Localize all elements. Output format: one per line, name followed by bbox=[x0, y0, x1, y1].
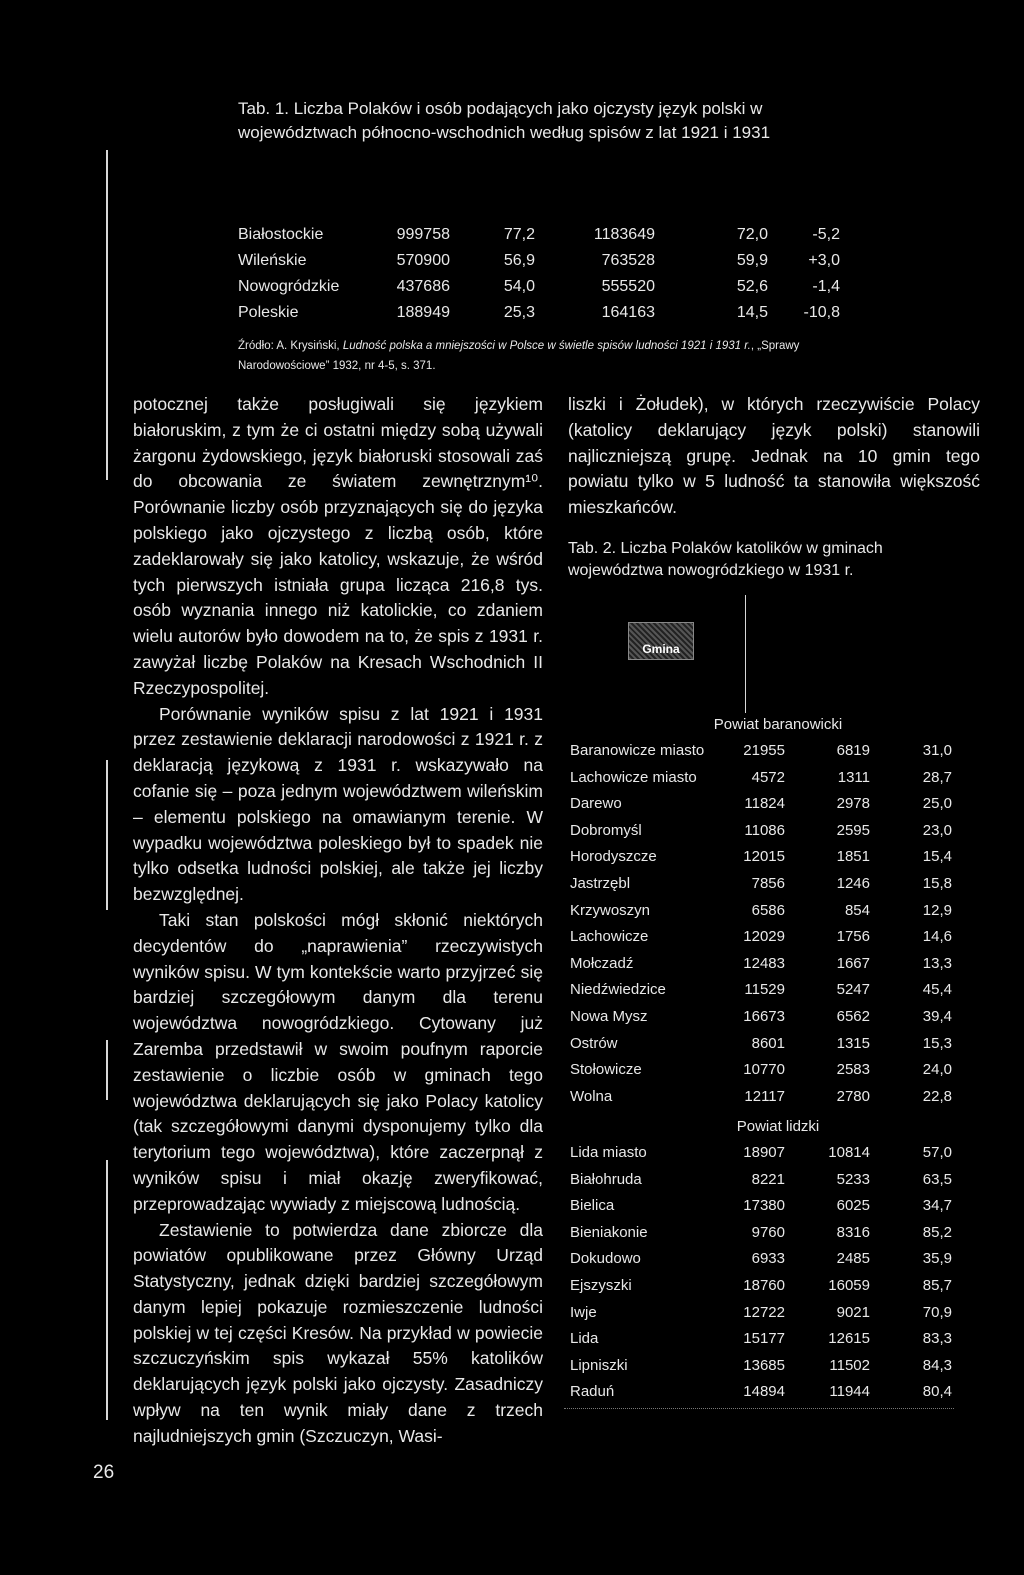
table2-value: 12015 bbox=[743, 848, 785, 866]
table1-row bbox=[238, 252, 848, 278]
table2-value: 11824 bbox=[744, 795, 785, 813]
vertical-rule bbox=[106, 150, 108, 480]
table2-value: 2978 bbox=[836, 795, 870, 813]
left-text-column bbox=[133, 392, 543, 1450]
table2-value: 6562 bbox=[836, 1008, 870, 1025]
table2-row bbox=[570, 1383, 960, 1409]
table1-caption: Tab. 1. Liczba Polaków i osób podających jako ojczysty język polski w województwach północno-wschodnich według spisów z lat 1921 i 1931 bbox=[238, 99, 771, 142]
table2-value: 16059 bbox=[828, 1277, 870, 1294]
table2-row bbox=[570, 928, 960, 954]
table2-value: 9021 bbox=[836, 1303, 870, 1321]
table2-row bbox=[570, 742, 960, 768]
gmina-name: Białohruda bbox=[570, 1170, 642, 1188]
table2-row bbox=[570, 955, 960, 981]
table2-value: 11529 bbox=[744, 981, 785, 999]
table2-value: 15,3 bbox=[922, 1034, 952, 1052]
table2-value: 15177 bbox=[743, 1330, 785, 1348]
table2-value: 12,9 bbox=[922, 901, 952, 919]
gmina-name: Nowa Mysz bbox=[570, 1008, 648, 1025]
table2-row bbox=[570, 1357, 960, 1383]
table2-value: 6819 bbox=[836, 742, 870, 759]
table2-row bbox=[570, 795, 960, 821]
table2-row bbox=[570, 1250, 960, 1276]
table2-row bbox=[570, 769, 960, 795]
dotted-rule bbox=[564, 1408, 954, 1409]
gmina-name: Jastrzębl bbox=[570, 875, 631, 892]
table2-value: 80,4 bbox=[922, 1383, 952, 1401]
table2-value: 63,5 bbox=[922, 1170, 952, 1188]
gmina-name: Raduń bbox=[570, 1383, 615, 1401]
gmina-name: Dobromyśl bbox=[570, 821, 642, 839]
gmina-name: Lachowicze bbox=[570, 928, 649, 946]
table2-value: 2485 bbox=[836, 1250, 870, 1268]
table2-value: 70,9 bbox=[922, 1303, 952, 1321]
powiat-baranowicki-heading: Powiat baranowicki bbox=[713, 716, 843, 733]
table1-cell-v1: 437686 bbox=[396, 278, 450, 295]
table1-cell-d: -5,2 bbox=[812, 226, 840, 243]
table2-value: 8221 bbox=[751, 1170, 785, 1188]
table2-value: 12615 bbox=[828, 1330, 870, 1348]
table2-value: 57,0 bbox=[922, 1144, 952, 1161]
table2-value: 2595 bbox=[836, 821, 870, 839]
gmina-name: Mołczadź bbox=[570, 954, 634, 972]
table1-row bbox=[238, 226, 848, 252]
table2-value: 14,6 bbox=[922, 928, 952, 946]
gmina-name: Bieniakonie bbox=[570, 1223, 648, 1241]
table2-value: 1851 bbox=[836, 848, 870, 866]
table1-cell-d: -1,4 bbox=[812, 278, 840, 295]
table1-row bbox=[238, 278, 848, 304]
table1-cell-p2: 72,0 bbox=[736, 226, 768, 243]
table2-value: 85,7 bbox=[922, 1277, 952, 1294]
paragraph: Porównanie wyników spisu z lat 1921 i 1931 przez zestawienie deklaracji narodowości z 1921 r. z deklaracją językową z 1931 r. wskazywało na cofanie się – poza jednym województwem wileńskim – elementu polskiego na omawianym terenie. W wypadku województwa poleskiego był to spadek nie tylko odsetka ludności polskiej, ale także jej liczby bezwzględnej. bbox=[133, 703, 543, 905]
vertical-rule bbox=[745, 595, 746, 713]
table2-value: 6586 bbox=[751, 901, 785, 919]
table2-value: 23,0 bbox=[922, 821, 952, 839]
paragraph: liszki i Żołudek), w których rzeczywiście Polacy (katolicy deklarujący język polski) stanowili najliczniejszą grupę. Jednak na 10 gmin tego powiatu tylko w 5 ludność ta stanowiła większość mieszkańców. bbox=[568, 394, 980, 518]
table2-value: 15,4 bbox=[922, 848, 952, 866]
table2-row bbox=[570, 1144, 960, 1170]
table2-value: 11502 bbox=[829, 1356, 870, 1374]
table2-value: 15,8 bbox=[922, 875, 952, 892]
table2-value: 854 bbox=[844, 901, 870, 919]
gmina-name: Stołowicze bbox=[570, 1061, 642, 1079]
table2-value: 8601 bbox=[751, 1034, 785, 1052]
table2-value: 1315 bbox=[836, 1034, 870, 1052]
gmina-name: Lachowicze miasto bbox=[570, 768, 697, 786]
table2-row bbox=[570, 1304, 960, 1330]
table1-cell-v2: 555520 bbox=[601, 278, 655, 295]
gmina-name: Lida miasto bbox=[570, 1144, 647, 1161]
table1-cell-v1: 570900 bbox=[396, 252, 450, 269]
source-prefix: Źródło: A. Krysiński, bbox=[238, 340, 343, 352]
table2-value: 12483 bbox=[743, 954, 785, 972]
table1-source bbox=[238, 336, 878, 376]
vertical-rule bbox=[106, 760, 108, 910]
table2-caption: Tab. 2. Liczba Polaków katolików w gminach województwa nowogródzkiego w 1931 r. bbox=[568, 540, 883, 579]
table2-value: 1756 bbox=[836, 928, 870, 946]
gmina-name: Bielica bbox=[570, 1197, 615, 1215]
table1-cell-v1: 188949 bbox=[396, 304, 450, 321]
table2-row bbox=[570, 1277, 960, 1303]
table2-value: 34,7 bbox=[922, 1197, 952, 1215]
table1-cell-d: -10,8 bbox=[803, 304, 840, 321]
vertical-rule bbox=[106, 1040, 108, 1100]
gmina-name: Wolna bbox=[570, 1087, 613, 1105]
table2-value: 11086 bbox=[744, 821, 785, 839]
table2-value: 22,8 bbox=[922, 1087, 952, 1105]
table1-row bbox=[238, 304, 848, 330]
table1-cell-name: Poleskie bbox=[238, 304, 299, 321]
gmina-header: Gmina bbox=[628, 622, 694, 660]
table2-value: 17380 bbox=[743, 1197, 785, 1215]
vertical-rule bbox=[106, 1160, 108, 1420]
table2-value: 8316 bbox=[836, 1223, 870, 1241]
table2-value: 85,2 bbox=[922, 1223, 952, 1241]
table2-row bbox=[570, 1061, 960, 1087]
table1-cell-p2: 52,6 bbox=[736, 278, 768, 295]
table2-value: 35,9 bbox=[922, 1250, 952, 1268]
table1-cell-p1: 54,0 bbox=[503, 278, 535, 295]
table2-value: 2780 bbox=[836, 1087, 870, 1105]
table2-value: 5247 bbox=[836, 981, 870, 999]
right-text-column bbox=[568, 392, 980, 521]
table2-value: 18760 bbox=[743, 1277, 785, 1294]
table1-cell-p2: 14,5 bbox=[736, 304, 768, 321]
table2-value: 2583 bbox=[836, 1061, 870, 1079]
table2-value: 12029 bbox=[743, 928, 785, 946]
table1-cell-p1: 56,9 bbox=[503, 252, 535, 269]
table2-value: 10814 bbox=[828, 1144, 870, 1161]
table2-row bbox=[570, 875, 960, 901]
table1-cell-p1: 25,3 bbox=[503, 304, 535, 321]
table1-cell-v2: 1183649 bbox=[593, 226, 655, 243]
table2-value: 24,0 bbox=[922, 1061, 952, 1079]
table2-row bbox=[570, 1224, 960, 1250]
source-suffix: , „Sprawy Narodowościowe” 1932, nr 4-5, s. 371. bbox=[238, 340, 800, 372]
gmina-name: Lipniszki bbox=[570, 1356, 628, 1374]
table2-row bbox=[570, 1330, 960, 1356]
table2-value: 39,4 bbox=[922, 1008, 952, 1025]
gmina-name: Niedźwiedzice bbox=[570, 981, 666, 999]
gmina-name: Dokudowo bbox=[570, 1250, 641, 1268]
table2-row bbox=[570, 981, 960, 1007]
table2-value: 6025 bbox=[836, 1197, 870, 1215]
table1-cell-name: Nowogródzkie bbox=[238, 278, 340, 295]
table1-cell-name: Wileńskie bbox=[238, 252, 307, 269]
table1-cell-v2: 164163 bbox=[601, 304, 655, 321]
table2-value: 18907 bbox=[743, 1144, 785, 1161]
table2-value: 12722 bbox=[743, 1303, 785, 1321]
table2-row bbox=[570, 1035, 960, 1061]
table2-value: 13,3 bbox=[922, 954, 952, 972]
gmina-name: Iwje bbox=[570, 1303, 597, 1321]
table2-row bbox=[570, 1171, 960, 1197]
table2-value: 25,0 bbox=[922, 795, 952, 813]
table2-row bbox=[570, 1088, 960, 1114]
table2-value: 7856 bbox=[751, 875, 785, 892]
table2-value: 4572 bbox=[751, 768, 785, 786]
table2-value: 14894 bbox=[743, 1383, 785, 1401]
table2-value: 28,7 bbox=[922, 768, 952, 786]
table2-row bbox=[570, 822, 960, 848]
table2-value: 16673 bbox=[743, 1008, 785, 1025]
gmina-name: Lida bbox=[570, 1330, 599, 1348]
table1-cell-p1: 77,2 bbox=[503, 226, 535, 243]
paragraph: Zestawienie to potwierdza dane zbiorcze dla powiatów opublikowane przez Główny Urząd Statystyczny, jednak dzięki bardziej szczegółowym danym lepiej pokazuje rozmieszczenie ludności polskiej w tej części Kresów. Na przykład w powiecie szczuczyńskim spis wykazał 55% katolików deklarujących język polski jako ojczysty. Zasadniczy wpływ na ten wynik miały dane z trzech najludniejszych gmin (Szczuczyn, Wasi- bbox=[133, 1219, 543, 1446]
table2-row bbox=[570, 1197, 960, 1223]
source-title: Ludność polska a mniejszości w Polsce w świetle spisów ludności 1921 i 1931 r. bbox=[342, 340, 751, 352]
table2-row bbox=[570, 848, 960, 874]
table2-value: 45,4 bbox=[922, 981, 952, 999]
table2-value: 12117 bbox=[744, 1087, 785, 1105]
table2-value: 11944 bbox=[829, 1383, 870, 1401]
gmina-name: Ostrów bbox=[570, 1034, 618, 1052]
powiat-lidzki-heading: Powiat lidzki bbox=[736, 1118, 820, 1135]
table2-value: 84,3 bbox=[922, 1356, 952, 1374]
table1-cell-d: +3,0 bbox=[808, 252, 840, 269]
table2-row bbox=[570, 902, 960, 928]
table1-cell-v1: 999758 bbox=[396, 226, 450, 243]
table1-cell-v2: 763528 bbox=[601, 252, 655, 269]
gmina-name: Ejszyszki bbox=[570, 1277, 632, 1294]
table1-cell-p2: 59,9 bbox=[736, 252, 768, 269]
gmina-name: Darewo bbox=[570, 795, 622, 813]
paragraph: Taki stan polskości mógł skłonić niektórych decydentów do „naprawienia” rzeczywistych wyników spisu. W tym kontekście warto przyjrzeć się bardziej szczegółowym danym dla terenu województwa nowogródzkiego. Cytowany już Zaremba przedstawił w swoim poufnym raporcie zestawienie o liczbie osób w gminach tego województwa deklarujących się jako Polacy katolicy (tak szczegółowymi danymi dysponujemy tylko dla terytorium tego województwa), które zaczerpnął z wyników spisu i miał okazję zweryfikować, przeprowadzając wywiady z miejscową ludnością. bbox=[133, 909, 543, 1214]
table1-cell-name: Białostockie bbox=[238, 226, 324, 243]
table2-value: 5233 bbox=[836, 1170, 870, 1188]
table2-value: 10770 bbox=[743, 1061, 785, 1079]
table2-value: 31,0 bbox=[922, 742, 952, 759]
gmina-name: Baranowicze miasto bbox=[570, 742, 705, 759]
table2-value: 1667 bbox=[836, 954, 870, 972]
gmina-name: Horodyszcze bbox=[570, 848, 657, 866]
table2-value: 1311 bbox=[837, 768, 870, 786]
table2-value: 13685 bbox=[743, 1356, 785, 1374]
table2-value: 9760 bbox=[751, 1223, 785, 1241]
table2-row bbox=[570, 1008, 960, 1034]
page-number: 26 bbox=[93, 1462, 115, 1483]
table2-value: 1246 bbox=[836, 875, 870, 892]
paragraph: potocznej także posługiwali się językiem białoruskim, z tym że ci ostatni między sobą używali żargonu żydowskiego, język białoruski stosowali zaś do obcowania ze światem zewnętrznym¹⁰. Porównanie liczby osób przyznających się do języka polskiego jako ojczystego z liczbą osób, które zadeklarowały się jako katolicy, wskazuje, że wśród tych pierwszych istniała grupa licząca 216,8 tys. osób wyznania innego niż katolickie, co zdaniem wielu autorów było dowodem na to, że spis z 1931 r. zawyżał liczbę Polaków na Kresach Wschodnich II Rzeczypospolitej. bbox=[133, 394, 543, 698]
gmina-name: Krzywoszyn bbox=[570, 901, 651, 919]
table2-value: 83,3 bbox=[922, 1330, 952, 1348]
table2-value: 6933 bbox=[751, 1250, 785, 1268]
table2-value: 21955 bbox=[743, 742, 785, 759]
